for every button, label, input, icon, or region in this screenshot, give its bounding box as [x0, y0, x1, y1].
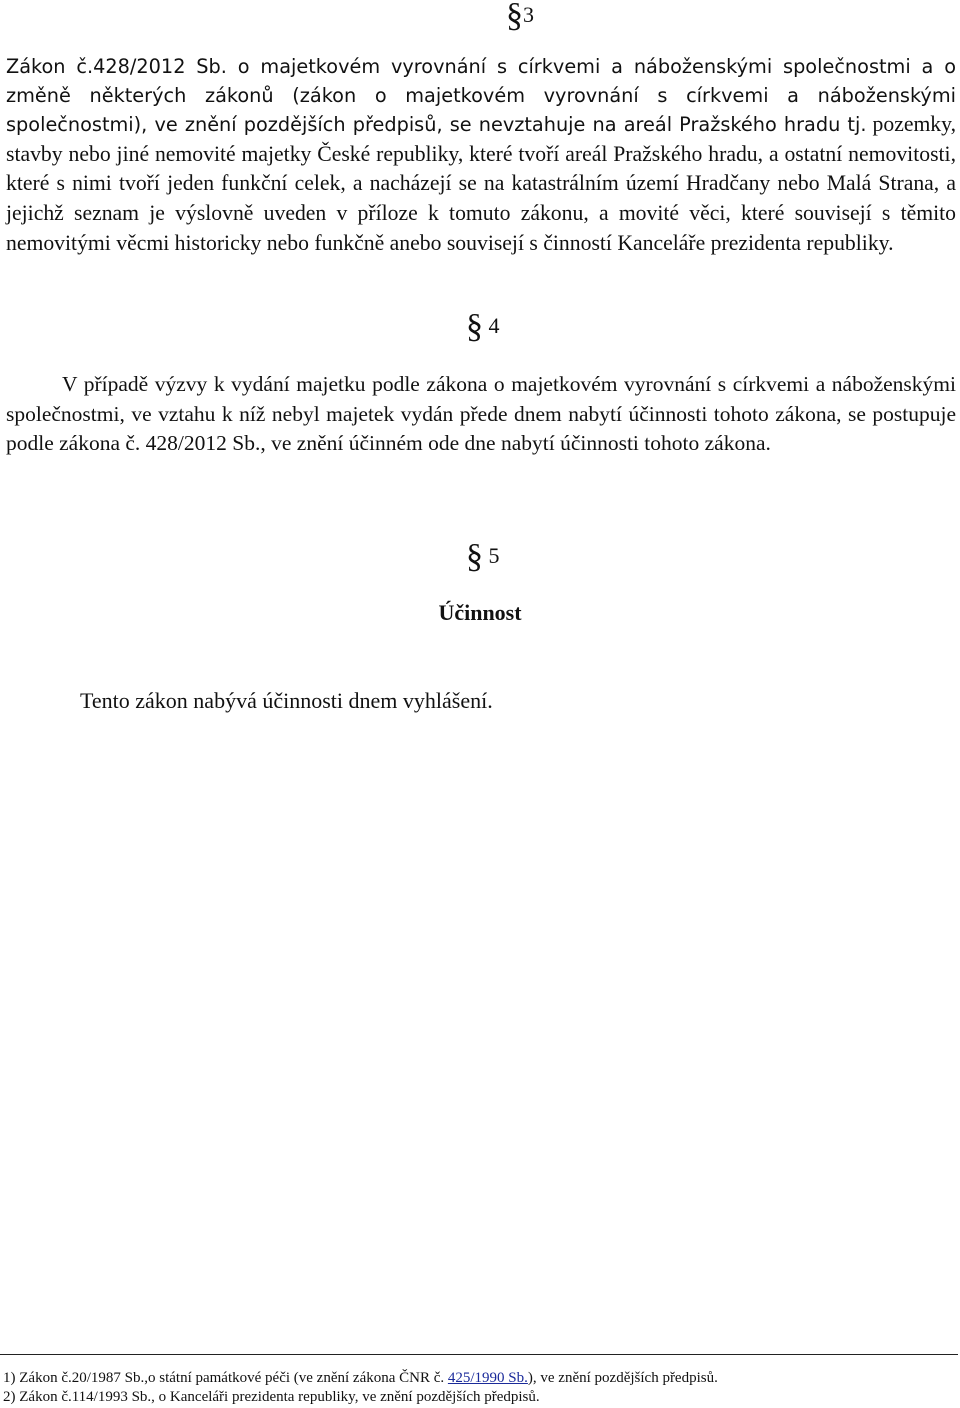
footnote-1-link[interactable]: 425/1990 Sb. — [447, 1370, 528, 1386]
section-4-paragraph: V případě výzvy k vydání majetku podle zákona o majetkovém vyrovnání s církvemi a náboženskými společnostmi, ve vztahu k níž nebyl majetek vydán přede dnem nabytí účinnosti tohoto zákona, se postupuje podle zákona č. 428/2012 Sb., ve znění účinném ode dne nabytí účinnosti tohoto zákona. — [6, 372, 956, 455]
footnote-divider — [0, 1354, 958, 1355]
section-4-number: § 4 — [466, 308, 500, 345]
footnote-1: 1) Zákon č.20/1987 Sb.,o státní památkové péči (ve znění zákona ČNR č. 425/1990 Sb.), ve znění pozdějších předpisů. — [3, 1370, 718, 1386]
section-3-paragraph — [6, 53, 956, 258]
footnote-2: 2) Zákon č.114/1993 Sb., o Kanceláři prezidenta republiky, ve znění pozdějších předpisů. — [3, 1389, 540, 1405]
section-5-number: § 5 — [466, 538, 500, 575]
section-3-text-part2: pozemky, stavby nebo jiné nemovité majetky České republiky, které tvoří areál Pražského hradu, a ostatní nemovitosti, které s nimi tvoří jeden funkční celek, a nacházejí se na katastrálním území Hradčany nebo Malá Strana, a jejichž seznam je výslovně uveden v příloze k tomuto zákonu, a movité věci, které souvisejí s těmito nemovitými věcmi historicky nebo funkčně anebo souvisejí s činností Kanceláře prezidenta republiky. — [6, 112, 957, 255]
section-3-number: §3 — [506, 0, 534, 34]
section-5-paragraph: Tento zákon nabývá účinnosti dnem vyhlášení. — [80, 688, 493, 713]
section-5-heading: Účinnost — [438, 600, 522, 625]
section-3-text-part1: Zákon č.428/2012 Sb. o majetkovém vyrovnání s církvemi a náboženskými společnostmi a o změně některých zákonů (zákon o majetkovém vyrovnání s církvemi a náboženskými společnostmi), ve znění pozdějších předpisů, se nevztahuje na areál Pražského hradu tj. — [6, 55, 956, 137]
